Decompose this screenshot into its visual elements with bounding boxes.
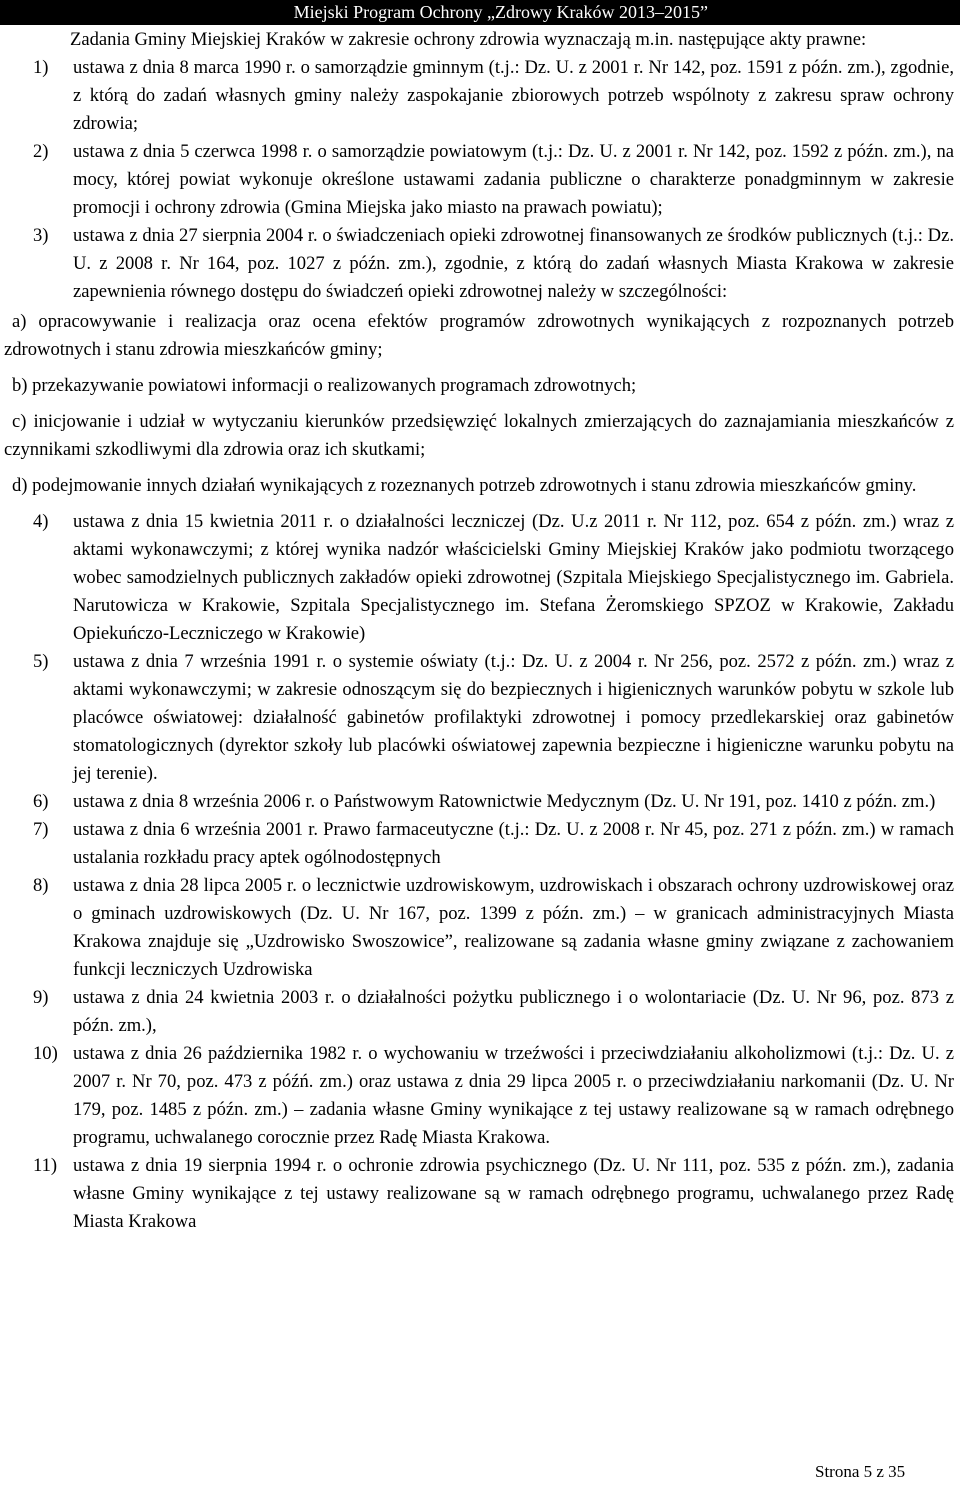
list-item-number: 4)	[33, 511, 49, 532]
list-item-number: 2)	[33, 141, 49, 162]
list-item	[4, 54, 954, 138]
list-item-text: ustawa z dnia 15 kwietnia 2011 r. o działalności leczniczej (Dz. U.z 2011 r. Nr 112, poz. 654 z późn. zm.) wraz z aktami wykonawczymi; z której wynika nadzór właścicielski Gminy Miejskiej Kraków jako podmiotu tworzącego wobec samodzielnych publicznych zakładów opieki zdrowotnej (Szpitala Miejskiego Specjalistycznego im. Gabriela. Narutowicza w Krakowie, Szpitala Specjalistycznego im. Stefana Żeromskiego SPZOZ w Krakowie, Zakładu Opiekuńczo-Leczniczego w Krakowie)	[73, 511, 954, 644]
page-number: Strona 5 z 35	[815, 1462, 906, 1481]
sub-item: a) opracowywanie i realizacja oraz ocena efektów programów zdrowotnych wynikających z rozpoznanych potrzeb zdrowotnych i stanu zdrowia mieszkańców gminy;	[4, 311, 954, 360]
list-item-text: ustawa z dnia 26 października 1982 r. o wychowaniu w trzeźwości i przeciwdziałaniu alkoholizmowi (t.j.: Dz. U. z 2007 r. Nr 70, poz. 473 z późń. zm.) oraz ustawa z dnia 29 lipca 2005 r. o przeciwdziałaniu narkomanii (Dz. U. Nr 179, poz. 1485 z późn. zm.) – zadania własne Gminy wynikające z tej ustawy realizowane są w ramach odrębnego programu, uchwalanego corocznie przez Radę Miasta Krakowa.	[73, 1043, 954, 1148]
list-item-number: 3)	[33, 225, 49, 246]
list-item	[4, 816, 954, 872]
list-item-number: 7)	[33, 819, 49, 840]
list-item	[4, 508, 954, 648]
list-item	[4, 872, 954, 984]
list-item	[4, 984, 954, 1040]
list-item	[4, 788, 954, 816]
list-item-number: 8)	[33, 875, 49, 896]
list-item-text: ustawa z dnia 8 września 2006 r. o Państwowym Ratownictwie Medycznym (Dz. U. Nr 191, poz. 1410 z późn. zm.)	[73, 791, 936, 812]
list-item-number: 6)	[33, 791, 49, 812]
legal-acts-list-a	[4, 54, 954, 306]
list-item-text: ustawa z dnia 27 sierpnia 2004 r. o świadczeniach opieki zdrowotnej finansowanych ze środków publicznych (t.j.: Dz. U. z 2008 r. Nr 164, poz. 1027 z późn. zm.), zgodnie, z którą do zadań własnych Miasta Krakowa w zakresie zapewnienia równego dostępu do świadczeń opieki zdrowotnej należy w szczególności:	[73, 225, 954, 302]
list-item	[4, 1152, 954, 1236]
page-header	[0, 0, 960, 25]
list-item-text: ustawa z dnia 6 września 2001 r. Prawo farmaceutyczne (t.j.: Dz. U. z 2008 r. Nr 45, poz. 271 z późn. zm.) w ramach ustalania rozkładu pracy aptek ogólnodostępnych	[73, 819, 954, 868]
sub-items-list	[4, 308, 954, 500]
sub-item: c) inicjowanie i udział w wytyczaniu kierunków przedsięwzięć lokalnych zmierzających do zaznajamiania mieszkańców z czynnikami szkodliwymi dla zdrowia oraz ich skutkami;	[4, 411, 954, 460]
list-item-number: 1)	[33, 57, 49, 78]
list-item	[4, 1040, 954, 1152]
legal-acts-list-b	[4, 508, 954, 1236]
list-item-number: 11)	[33, 1155, 58, 1176]
header-title: Miejski Program Ochrony „Zdrowy Kraków 2013–2015”	[293, 2, 708, 22]
sub-item: d) podejmowanie innych działań wynikających z rozeznanych potrzeb zdrowotnych i stanu zdrowia mieszkańców gminy.	[12, 475, 917, 496]
list-item	[4, 138, 954, 222]
list-item-number: 9)	[33, 987, 49, 1008]
list-item-text: ustawa z dnia 19 sierpnia 1994 r. o ochronie zdrowia psychicznego (Dz. U. Nr 111, poz. 535 z późn. zm.), zadania własne Gminy wynikające z tej ustawy realizowane są w ramach odrębnego programu, uchwalanego przez Radę Miasta Krakowa	[73, 1155, 954, 1232]
list-item	[4, 648, 954, 788]
list-item-number: 5)	[33, 651, 49, 672]
intro-paragraph: Zadania Gminy Miejskiej Kraków w zakresie ochrony zdrowia wyznaczają m.in. następujące akty prawne:	[70, 29, 867, 50]
sub-item: b) przekazywanie powiatowi informacji o realizowanych programach zdrowotnych;	[12, 375, 637, 396]
list-item-text: ustawa z dnia 24 kwietnia 2003 r. o działalności pożytku publicznego i o wolontariacie (Dz. U. Nr 96, poz. 873 z późn. zm.),	[73, 987, 954, 1036]
document-body	[4, 26, 954, 1236]
list-item-number: 10)	[33, 1043, 58, 1064]
list-item-text: ustawa z dnia 7 września 1991 r. o systemie oświaty (t.j.: Dz. U. z 2004 r. Nr 256, poz. 2572 z późn. zm.) wraz z aktami wykonawczymi; w zakresie odnoszącym się do bezpiecznych i higienicznych warunków pobytu w szkole lub placówce oświatowej: działalność gabinetów profilaktyki zdrowotnej i pomocy przedlekarskiej oraz gabinetów stomatologicznych (dyrektor szkoły lub placówki oświatowej zapewnia bezpieczne i higieniczne warunku pobytu na jej terenie).	[73, 651, 954, 784]
list-item-text: ustawa z dnia 5 czerwca 1998 r. o samorządzie powiatowym (t.j.: Dz. U. z 2001 r. Nr 142, poz. 1592 z późn. zm.), na mocy, której powiat wykonuje określone ustawami zadania publiczne o charakterze ponadgminnym w zakresie promocji i ochrony zdrowia (Gmina Miejska jako miasto na prawach powiatu);	[73, 141, 954, 218]
list-item	[4, 222, 954, 306]
list-item-text: ustawa z dnia 28 lipca 2005 r. o lecznictwie uzdrowiskowym, uzdrowiskach i obszarach ochrony uzdrowiskowej oraz o gminach uzdrowiskowych (Dz. U. Nr 167, poz. 1399 z późn. zm.) – w granicach administracyjnych Miasta Krakowa znajduje się „Uzdrowisko Swoszowice”, realizowane są zadania własne gminy związane z zachowaniem funkcji leczniczych Uzdrowiska	[73, 875, 954, 980]
list-item-text: ustawa z dnia 8 marca 1990 r. o samorządzie gminnym (t.j.: Dz. U. z 2001 r. Nr 142, poz. 1591 z późn. zm.), zgodnie, z którą do zadań własnych gminy należy zaspokajanie zbiorowych potrzeb wspólnoty z zakresu spraw ochrony zdrowia;	[73, 57, 954, 134]
